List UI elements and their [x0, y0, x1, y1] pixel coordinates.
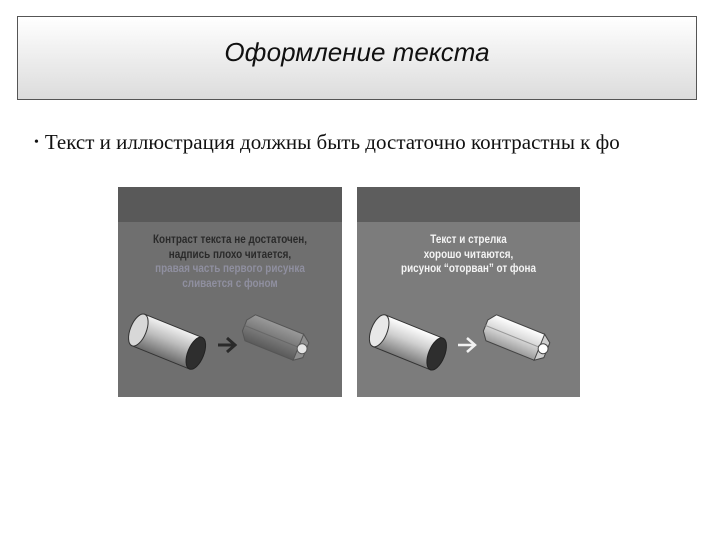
- title-box: [17, 16, 697, 100]
- caption-line: Контраст текста не достаточен,: [152, 234, 308, 246]
- cylinder-icon: [365, 312, 450, 373]
- cylinder-icon: [125, 311, 210, 372]
- objects-illustration: [118, 187, 342, 397]
- bullet-dot-icon: •: [34, 135, 39, 150]
- bullet-text: Текст и иллюстрация должны быть достаточно контрастны к фо: [44, 130, 620, 154]
- hex-prism-icon: [239, 313, 312, 364]
- caption-line: рисунок “оторван” от фона: [401, 263, 536, 275]
- caption-line: правая часть первого рисунка: [155, 263, 305, 275]
- low-contrast-illustration: [118, 187, 342, 397]
- caption-line: Текст и стрелка: [430, 234, 507, 246]
- caption-line: сливается с фоном: [182, 277, 278, 290]
- caption-line: надпись плохо читается,: [168, 248, 292, 261]
- objects-illustration: [357, 187, 580, 397]
- arrow-right-icon: [458, 338, 475, 352]
- slide-title: Оформление текста: [224, 37, 490, 67]
- bullet-item: [34, 130, 720, 155]
- arrow-right-icon: [218, 338, 235, 352]
- hex-prism-icon: [480, 313, 553, 364]
- high-contrast-illustration: [357, 187, 580, 397]
- caption-line: хорошо читаются,: [423, 248, 514, 261]
